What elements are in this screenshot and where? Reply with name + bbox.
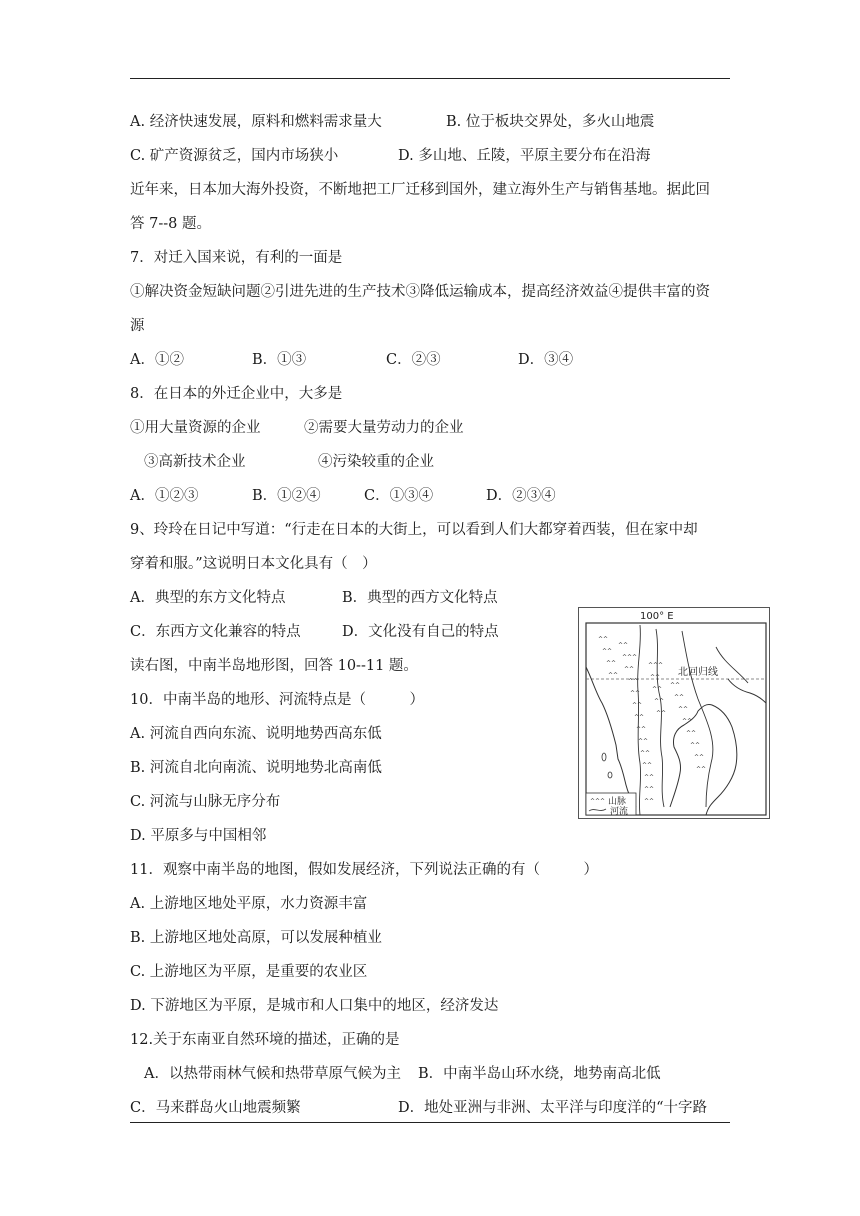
svg-text:^^: ^^ [598, 636, 609, 643]
q8-option-c: C．①③④ [364, 488, 434, 504]
q7-items-line2: 源 [130, 318, 145, 334]
legend-mountain-label: 山脉 [608, 797, 627, 807]
q8-item3: ③高新技术企业 [144, 454, 246, 470]
q7-option-a: A．①② [130, 352, 184, 368]
svg-text:^^: ^^ [686, 730, 697, 737]
svg-text:^^: ^^ [624, 666, 635, 673]
top-rule [130, 78, 730, 79]
svg-text:^^: ^^ [644, 774, 655, 781]
q8-item2: ②需要大量劳动力的企业 [304, 420, 464, 436]
svg-text:^^: ^^ [638, 738, 649, 745]
svg-text:^^: ^^ [656, 710, 667, 717]
legend-river-label: 河流 [610, 807, 629, 817]
svg-text:^^: ^^ [630, 690, 641, 697]
q10-option-a: A. 河流自西向东流、说明地势西高东低 [130, 726, 382, 742]
q10-option-b: B. 河流自北向南流、说明地势北高南低 [130, 760, 382, 776]
svg-text:^^: ^^ [678, 706, 689, 713]
svg-text:^^: ^^ [682, 718, 693, 725]
svg-text:^^: ^^ [634, 714, 645, 721]
q9-option-b: B．典型的西方文化特点 [342, 590, 498, 606]
q8-item1: ①用大量资源的企业 [130, 420, 261, 436]
svg-text:^^: ^^ [608, 672, 619, 679]
svg-text:^^: ^^ [670, 682, 681, 689]
bottom-rule [130, 1122, 730, 1123]
q8-option-d: D．②③④ [486, 488, 556, 504]
tropic-label: 北回归线 [678, 667, 718, 678]
q7-option-c: C．②③ [386, 352, 441, 368]
intro-7-8-line1: 近年来，日本加大海外投资，不断地把工厂迁移到国外，建立海外生产与销售基地。据此回 [130, 182, 710, 198]
svg-text:^^: ^^ [652, 686, 663, 693]
q6-option-a: A. 经济快速发展，原料和燃料需求量大 [130, 114, 382, 130]
svg-text:^^: ^^ [628, 678, 639, 685]
q7-option-b: B．①③ [252, 352, 307, 368]
svg-text:^^: ^^ [654, 698, 665, 705]
svg-text:^^: ^^ [602, 648, 613, 655]
q6-option-d: D. 多山地、丘陵，平原主要分布在沿海 [398, 148, 651, 164]
svg-text:^^: ^^ [632, 702, 643, 709]
svg-text:^^: ^^ [690, 742, 701, 749]
q12-option-b: B．中南半岛山环水绕，地势南高北低 [418, 1066, 661, 1082]
q10-option-d: D. 平原多与中国相邻 [130, 828, 267, 844]
svg-text:^^^: ^^^ [648, 662, 664, 669]
svg-text:^^: ^^ [650, 674, 661, 681]
q9-stem-line2: 穿着和服。”这说明日本文化具有（ ） [130, 556, 377, 572]
svg-text:^^: ^^ [644, 798, 655, 805]
q11-option-b: B. 上游地区地处高原，可以发展种植业 [130, 930, 382, 946]
q6-option-c: C. 矿产资源贫乏，国内市场狭小 [130, 148, 339, 164]
svg-text:^^: ^^ [696, 766, 707, 773]
svg-text:^^: ^^ [642, 762, 653, 769]
map-intro: 读右图，中南半岛地形图，回答 10--11 题。 [130, 658, 418, 674]
q9-option-c: C．东西方文化兼容的特点 [130, 624, 301, 640]
q11-stem: 11．观察中南半岛的地图，假如发展经济，下列说法正确的有（ ） [130, 862, 598, 878]
q12-stem: 12.关于东南亚自然环境的描述，正确的是 [130, 1032, 400, 1048]
q12-option-a: A．以热带雨林气候和热带草原气候为主 [144, 1066, 401, 1082]
q11-option-c: C. 上游地区为平原，是重要的农业区 [130, 964, 368, 980]
q9-stem-line1: 9、玲玲在日记中写道：“行走在日本的大街上，可以看到人们大都穿着西装，但在家中却 [130, 522, 698, 538]
q6-option-b: B. 位于板块交界处，多火山地震 [446, 114, 655, 130]
intro-7-8-line2: 答 7--8 题。 [130, 216, 211, 232]
q8-stem: 8．在日本的外迁企业中，大多是 [130, 386, 343, 402]
svg-text:^^: ^^ [640, 750, 651, 757]
q7-items-line1: ①解决资金短缺问题②引进先进的生产技术③降低运输成本，提高经济效益④提供丰富的资 [130, 284, 710, 300]
q8-option-a: A．①②③ [130, 488, 199, 504]
q10-stem: 10．中南半岛的地形、河流特点是（ ） [130, 692, 424, 708]
svg-text:^^: ^^ [606, 660, 617, 667]
q9-option-d: D．文化没有自己的特点 [342, 624, 499, 640]
indochina-terrain-map [578, 607, 770, 819]
q9-option-a: A．典型的东方文化特点 [130, 590, 286, 606]
q7-option-d: D．③④ [518, 352, 574, 368]
legend-mountain-symbol: ^^^ [590, 798, 606, 805]
svg-text:^^^: ^^^ [622, 654, 638, 661]
svg-text:^^: ^^ [644, 786, 655, 793]
q10-option-c: C. 河流与山脉无序分布 [130, 794, 281, 810]
q12-option-c: C．马来群岛火山地震频繁 [130, 1100, 301, 1116]
svg-text:^^: ^^ [674, 694, 685, 701]
svg-text:^^: ^^ [694, 754, 705, 761]
q11-option-a: A. 上游地区地处平原，水力资源丰富 [130, 896, 368, 912]
q11-option-d: D. 下游地区为平原，是城市和人口集中的地区，经济发达 [130, 998, 499, 1014]
svg-text:^^: ^^ [636, 726, 647, 733]
q8-option-b: B．①②④ [252, 488, 321, 504]
q12-option-d: D．地处亚洲与非洲、太平洋与印度洋的“十字路 [398, 1100, 708, 1116]
q8-item4: ④污染较重的企业 [318, 454, 434, 470]
longitude-label: 100° E [640, 611, 674, 622]
q7-stem: 7．对迁入国来说，有利的一面是 [130, 250, 343, 266]
svg-text:^^: ^^ [618, 642, 629, 649]
